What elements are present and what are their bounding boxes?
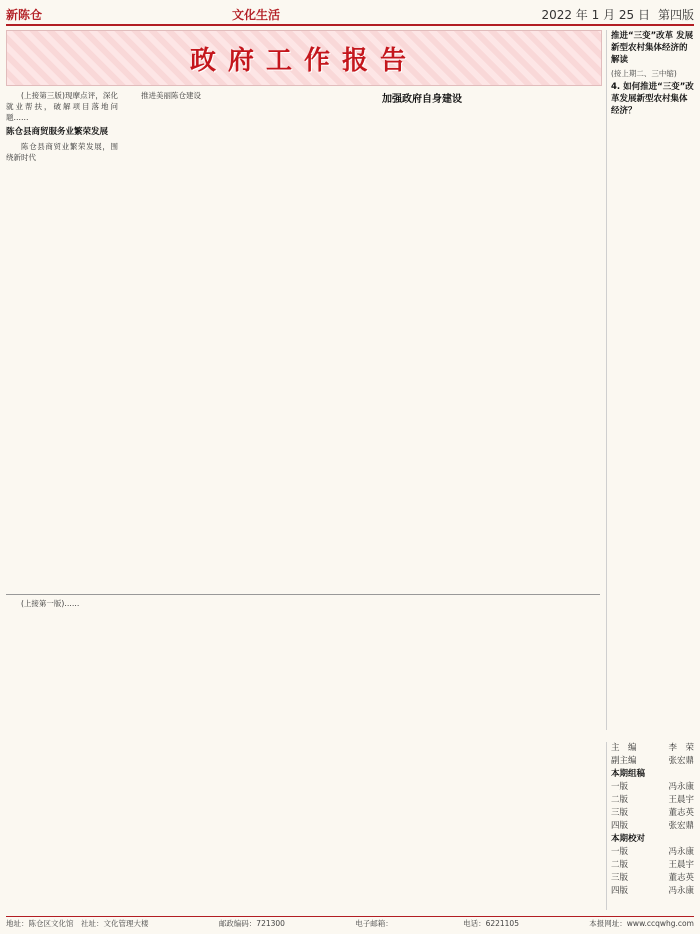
bottom-column-2 — [126, 598, 238, 910]
credit-row — [611, 872, 694, 885]
credit-role: 一版 — [611, 847, 629, 857]
credit-role: 二版 — [611, 860, 629, 870]
sidebar-sub: (接上期二、三中缩) — [611, 69, 677, 78]
credit-role: 四版 — [611, 886, 629, 896]
credit-header: 本期校对 — [611, 834, 646, 844]
bottom-column-5 — [486, 598, 598, 910]
section-title: 加强政府自身建设 — [382, 94, 462, 105]
paragraph: 陈仓县商贸业繁荣发展，围绕新时代 — [6, 142, 118, 162]
footer-phone: 电话：6221105 — [463, 919, 519, 928]
paragraph: (上接第三版)现摩点评，深化就业帮扶，破解项目落地问题…… — [6, 91, 118, 122]
credit-name: 冯永康 — [668, 847, 694, 857]
credits-box — [606, 742, 694, 910]
credit-name: 董志英 — [668, 808, 694, 818]
report-banner — [6, 30, 602, 86]
sidebar-question: 4. 如何推进“三变”改革发展新型农村集体经济？ — [611, 82, 694, 116]
report-body-bottom — [6, 598, 600, 910]
footer-email: 电子邮箱： — [355, 919, 393, 928]
article-column-1 — [6, 90, 118, 590]
credit-name: 董志英 — [668, 873, 694, 883]
footer-postcode: 邮政编码：721300 — [218, 919, 285, 928]
page-footer — [6, 916, 694, 931]
credit-name: 张宏鼎 — [668, 756, 694, 766]
article-column-2 — [126, 90, 238, 590]
credit-role: 三版 — [611, 873, 629, 883]
credit-name: 李 荣 — [668, 743, 694, 753]
paragraph: (上接第一版)…… — [21, 599, 80, 608]
credit-role: 一版 — [611, 782, 629, 792]
credit-row — [611, 820, 694, 833]
credit-name: 王晨宇 — [668, 860, 694, 870]
credit-row — [611, 807, 694, 820]
bottom-column-4 — [366, 598, 478, 910]
credit-role: 四版 — [611, 821, 629, 831]
article-column-5 — [486, 90, 598, 590]
banner-title: 政府工作报告 — [189, 45, 418, 76]
credit-name: 冯永康 — [668, 886, 694, 896]
credit-label: 副主编 — [611, 756, 637, 766]
credit-row — [611, 742, 694, 755]
credit-role: 二版 — [611, 795, 629, 805]
page-number: 第四版 — [657, 7, 694, 22]
subheading: 陈仓县商贸服务业繁荣发展 — [6, 127, 109, 137]
credit-name: 张宏鼎 — [668, 821, 694, 831]
section-divider — [6, 594, 600, 595]
footer-site: 本报网址：www.ccqwhg.com — [589, 919, 694, 928]
credit-header: 本期组稿 — [611, 769, 646, 779]
credit-row — [611, 781, 694, 794]
credit-row — [611, 794, 694, 807]
footer-address: 地址：陈仓区文化馆 社址：文化管理大楼 — [6, 919, 149, 928]
credit-row — [611, 859, 694, 872]
article-column-3 — [246, 90, 358, 590]
paragraph: 推进美丽陈仓建设 — [141, 91, 201, 100]
bottom-column-3 — [246, 598, 358, 910]
report-body-top — [6, 90, 600, 590]
section-name: 文化生活 — [231, 7, 280, 22]
credit-row — [611, 846, 694, 859]
credit-row — [611, 885, 694, 898]
sidebar-column — [606, 30, 694, 730]
credit-role: 三版 — [611, 808, 629, 818]
credit-label: 主 编 — [611, 743, 637, 753]
page-header — [6, 4, 694, 26]
credit-name: 王晨宇 — [668, 795, 694, 805]
paper-name: 新陈仓 — [6, 7, 43, 22]
credit-name: 冯永康 — [668, 782, 694, 792]
article-column-4 — [366, 90, 478, 590]
issue-date: 2022 年 1 月 25 日 — [541, 7, 650, 22]
sidebar-title: 推进“三变”改革 发展新型农村集体经济的解读 — [611, 31, 694, 65]
bottom-column-1 — [6, 598, 118, 910]
credit-row — [611, 755, 694, 768]
